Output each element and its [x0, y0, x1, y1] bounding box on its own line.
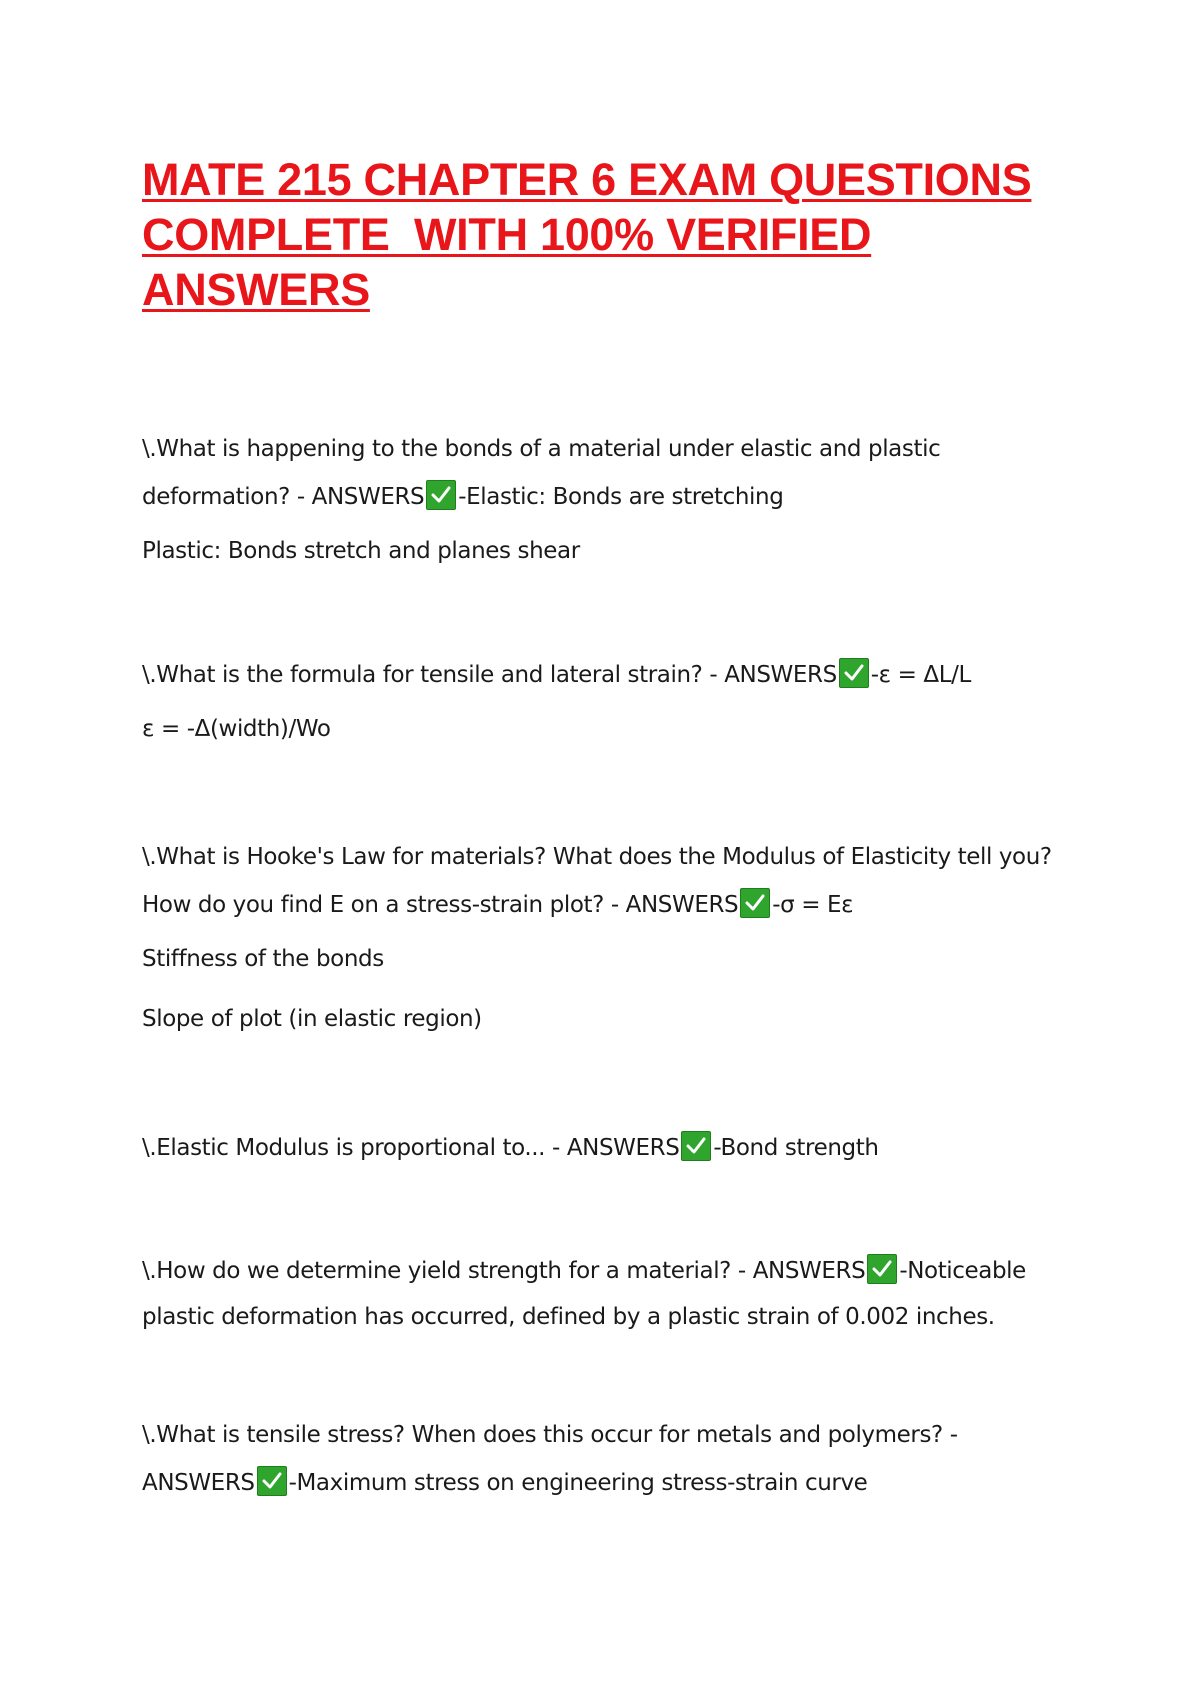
question-answer-line — [142, 1459, 1102, 1507]
answer-line: Stiffness of the bonds — [142, 946, 384, 972]
title-line-3: ANSWERS — [142, 264, 370, 315]
document-title — [142, 152, 1082, 317]
check-mark-icon — [257, 1466, 287, 1496]
check-mark-icon — [740, 888, 770, 918]
question-line: \.What is tensile stress? When does this occur for metals and polymers? - — [142, 1422, 958, 1448]
check-mark-icon — [839, 658, 869, 688]
qa-item-6 — [142, 1411, 1102, 1507]
answer-line: Plastic: Bonds stretch and planes shear — [142, 538, 580, 564]
question-answer-line — [142, 1124, 1102, 1172]
question-line: \.What is happening to the bonds of a material under elastic and plastic — [142, 436, 941, 462]
answer-line: Slope of plot (in elastic region) — [142, 1006, 482, 1032]
answer-text: -Maximum stress on engineering stress-strain curve — [288, 1470, 868, 1496]
question-text: How do you find E on a stress-strain plot? - — [142, 892, 626, 918]
answers-marker: ANSWERS — [625, 892, 739, 918]
answers-marker: ANSWERS — [142, 1470, 255, 1496]
question-text: \.What is the formula for tensile and lateral strain? - — [142, 662, 725, 688]
answer-line: ε = -Δ(width)/Wo — [142, 716, 331, 742]
question-line: \.What is Hooke's Law for materials? What does the Modulus of Elasticity tell you? — [142, 844, 1052, 870]
answer-text: -Elastic: Bonds are stretching — [458, 484, 784, 510]
qa-item-5 — [142, 1247, 1102, 1339]
check-mark-icon — [681, 1131, 711, 1161]
answers-marker: ANSWERS — [724, 662, 837, 688]
title-line-1: MATE 215 CHAPTER 6 EXAM QUESTIONS — [142, 154, 1032, 205]
question-answer-line — [142, 651, 1102, 699]
answer-text: -ε = ΔL/L — [870, 662, 971, 688]
answer-line: plastic deformation has occurred, defined by a plastic strain of 0.002 inches. — [142, 1304, 995, 1330]
answer-text: -Noticeable — [899, 1258, 1026, 1284]
answers-marker: ANSWERS — [311, 484, 425, 510]
answers-marker: ANSWERS — [566, 1135, 680, 1161]
qa-item-2 — [142, 651, 1102, 759]
answer-text: -Bond strength — [713, 1135, 879, 1161]
question-text: \.Elastic Modulus is proportional to... - — [142, 1135, 567, 1161]
question-answer-line — [142, 473, 1102, 521]
qa-item-4 — [142, 1124, 1102, 1172]
question-answer-line — [142, 1247, 1102, 1295]
title-line-2: COMPLETE WITH 100% VERIFIED — [142, 209, 872, 260]
qa-item-3 — [142, 833, 1102, 1049]
question-text: \.How do we determine yield strength for a material? - — [142, 1258, 753, 1284]
qa-item-1 — [142, 425, 1102, 581]
answers-marker: ANSWERS — [752, 1258, 866, 1284]
check-mark-icon — [426, 480, 456, 510]
answer-text: -σ = Eε — [772, 892, 854, 918]
question-answer-line — [142, 881, 1102, 929]
question-text: deformation? - — [142, 484, 312, 510]
check-mark-icon — [867, 1254, 897, 1284]
